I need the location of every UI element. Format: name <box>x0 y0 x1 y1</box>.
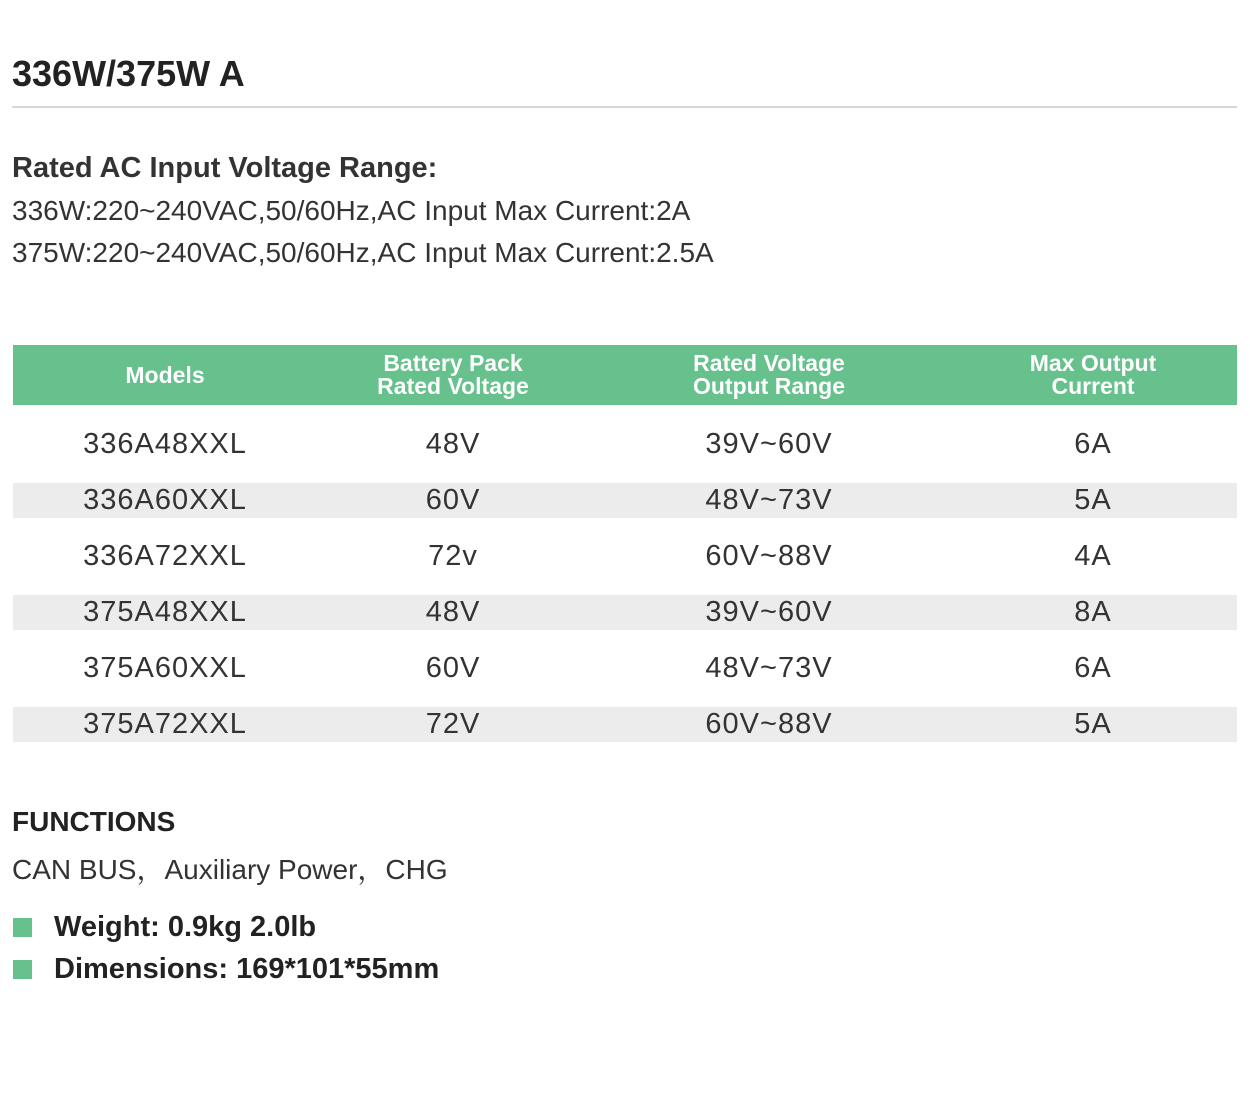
header-models-line1: Models <box>125 361 205 388</box>
table-row <box>13 707 1237 742</box>
cell-max-current: 6A <box>1074 428 1112 460</box>
title-divider <box>12 106 1237 108</box>
table-row <box>13 651 1237 686</box>
header-output-range-line1: Rated Voltage <box>693 350 845 376</box>
page-title: 336W/375W A <box>12 53 245 94</box>
dimensions-spec <box>13 953 439 986</box>
cell-max-current: 5A <box>1074 708 1112 740</box>
rated-input-heading: Rated AC Input Voltage Range: <box>12 152 438 184</box>
square-bullet-icon <box>13 918 32 937</box>
cell-output-range: 39V~60V <box>705 428 833 460</box>
header-battery-pack-rated-voltage <box>317 352 589 398</box>
header-current-line1: Max Output <box>1029 350 1157 376</box>
cell-model: 336A72XXL <box>83 540 247 572</box>
header-rated-voltage-output-range <box>589 352 949 398</box>
cell-battery-voltage: 72V <box>425 708 481 740</box>
functions-heading: FUNCTIONS <box>12 806 176 837</box>
rated-input-line-336w: 336W:220~240VAC,50/60Hz,AC Input Max Current:2A <box>12 195 691 226</box>
table-row <box>13 427 1237 462</box>
cell-output-range: 48V~73V <box>705 652 833 684</box>
table-row <box>13 539 1237 574</box>
cell-max-current: 4A <box>1074 540 1112 572</box>
rated-input-line-375w: 375W:220~240VAC,50/60Hz,AC Input Max Current:2.5A <box>12 237 714 268</box>
cell-output-range: 60V~88V <box>705 708 833 740</box>
cell-output-range: 60V~88V <box>705 540 833 572</box>
header-battery-line1: Battery Pack <box>383 350 523 376</box>
cell-model: 375A48XXL <box>83 596 247 628</box>
cell-output-range: 48V~73V <box>705 484 833 516</box>
header-max-output-current <box>949 352 1237 398</box>
header-battery-line2: Rated Voltage <box>377 373 529 399</box>
spec-table <box>13 345 1237 763</box>
table-body <box>13 427 1237 742</box>
header-models <box>13 361 317 388</box>
weight-text: Weight: 0.9kg 2.0lb <box>54 911 317 943</box>
cell-battery-voltage: 72v <box>428 540 478 572</box>
cell-model: 375A60XXL <box>83 652 247 684</box>
header-output-range-line2: Output Range <box>692 373 846 399</box>
table-header-row <box>13 345 1237 405</box>
cell-battery-voltage: 48V <box>425 428 481 460</box>
cell-model: 336A60XXL <box>83 484 247 516</box>
functions-list: CAN BUS，Auxiliary Power，CHG <box>12 854 448 885</box>
cell-model: 336A48XXL <box>83 428 247 460</box>
cell-max-current: 5A <box>1074 484 1112 516</box>
weight-spec <box>13 911 316 944</box>
header-current-line2: Current <box>1051 373 1135 399</box>
cell-battery-voltage: 60V <box>425 484 481 516</box>
cell-model: 375A72XXL <box>83 708 247 740</box>
cell-max-current: 8A <box>1074 596 1112 628</box>
table-row <box>13 483 1237 518</box>
square-bullet-icon <box>13 960 32 979</box>
dimensions-text: Dimensions: 169*101*55mm <box>54 953 440 985</box>
table-row <box>13 595 1237 630</box>
cell-max-current: 6A <box>1074 652 1112 684</box>
cell-battery-voltage: 48V <box>425 596 481 628</box>
cell-battery-voltage: 60V <box>425 652 481 684</box>
cell-output-range: 39V~60V <box>705 596 833 628</box>
